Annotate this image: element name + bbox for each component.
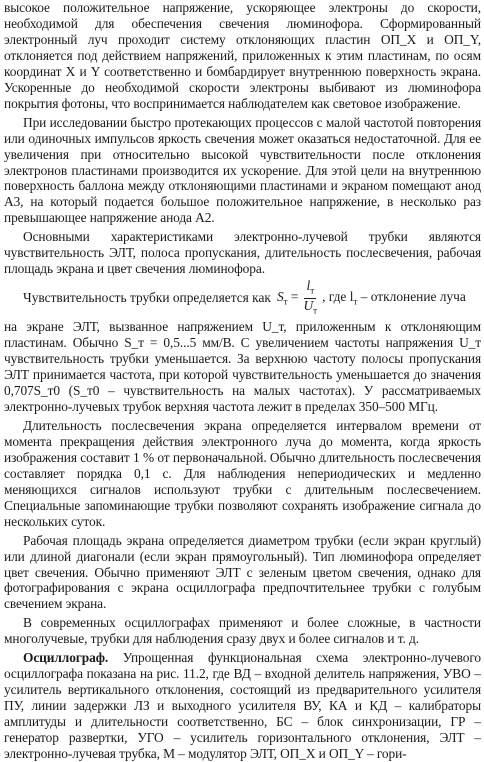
formula-lhs: $S_т$ =	[276, 289, 299, 308]
paragraph-4-continuation: на экране ЭЛТ, вызванное напряжением U_т, приложенным к отклоняющим пластинам. Обычно S_т = 0,5...5 мм/В. С увеличением частоты напряжения U_т чувствительность трубки уменьшается. За верхнюю частоту полосы пропускания ЭЛТ принимается частота, при которой чувствительность уменьшается до значения 0,707S_т0 (S_т0 – чувствительность на малых частотах). У рассматриваемых электронно-лучевых трубок верхняя частота лежит в пределах 350–500 МГц.	[4, 319, 481, 414]
paragraph-7: В современных осциллографах применяют и более сложные, в частности многолучевые, трубки для наблюдения сразу двух и более сигналов и т. д.	[4, 615, 481, 647]
paragraph-3: Основными характеристиками электронно-лучевой трубки являются чувствительность ЭЛТ, полоса пропускания, длительность послесвечения, рабочая площадь экрана и цвет свечения люминофора.	[4, 229, 481, 277]
formula-lead-text: Чувствительность трубки определяется как	[23, 290, 271, 306]
formula-fraction: $\frac{l_т}{U_т}$	[303, 278, 318, 316]
paragraph-1: высокое положительное напряжение, ускоряющее электроны до скорости, необходимой для обеспечения свечения люминофора. Сформированный электронный луч проходит систему отклоняющих пластин ОП_X и ОП_Y, отклоняется под действием напряжений, приложенных к этим пластинам, по осям координат X и Y соответственно и бомбардирует внутреннюю поверхность экрана. Ускоренные до необходимой скорости электроны выбивают из люминофора покрытия фотоны, что воспринимается наблюдателем как световое изображение.	[4, 0, 481, 111]
paragraph-6: Рабочая площадь экрана определяется диаметром трубки (если экран круглый) или длиной диагонали (если экран прямоугольный). Тип люминофора определяет цвет свечения. Обычно применяют ЭЛТ с зеленым цветом свечения, однако для фотографирования с экрана осциллографа предпочтительнее трубки с голубым свечением экрана.	[4, 532, 481, 612]
paragraph-8	[4, 650, 481, 762]
sensitivity-formula-line	[4, 280, 481, 316]
section-heading-oscillograph: Осциллограф.	[23, 650, 109, 666]
formula-tail: , где $l_т$ – отклонение луча	[322, 289, 466, 308]
paragraph-2: При исследовании быстро протекающих процессов с малой частотой повторения или одиночных импульсов яркость свечения может оказаться недостаточной. Для ее увеличения при относительно высокой чувствительности после отклонения электронов пластинами производится их ускорение. Для этой цели на внутреннюю поверхность баллона между отклоняющими пластинами и экраном помещают анод А3, на который подается большое положительное напряжение, в несколько раз превышающее напряжение анода А2.	[4, 114, 481, 226]
paragraph-5: Длительность послесвечения экрана определяется интервалом времени от момента прекращения действия электронного луча до момента, когда яркость изображения составит 1 % от первоначальной. Обычно длительность послесвечения составляет порядка 0,1 с. Для наблюдения непериодических и медленно меняющихся сигналов используют трубки с длительным послесвечением. Специальные запоминающие трубки позволяют сохранять изображение сигнала до нескольких суток.	[4, 417, 481, 529]
paragraph-8-body: Упрощенная функциональная схема электронно-лучевого осциллографа показана на рис. 11.2, где ВД – входной делитель напряжения, УВО – усилитель вертикального отклонения, состоящий из предварительного усилителя ПУ, линии задержки ЛЗ и выходного усилителя ВУ, КА и КД – калибраторы амплитуды и длительности соответственно, БС – блок синхронизации, ГР – генератор развертки, УГО – усилитель горизонтального отклонения, ЭЛТ – электронно-лучевая трубка, М – модулятор ЭЛТ, ОП_X и ОП_Y – гори-	[4, 650, 481, 761]
